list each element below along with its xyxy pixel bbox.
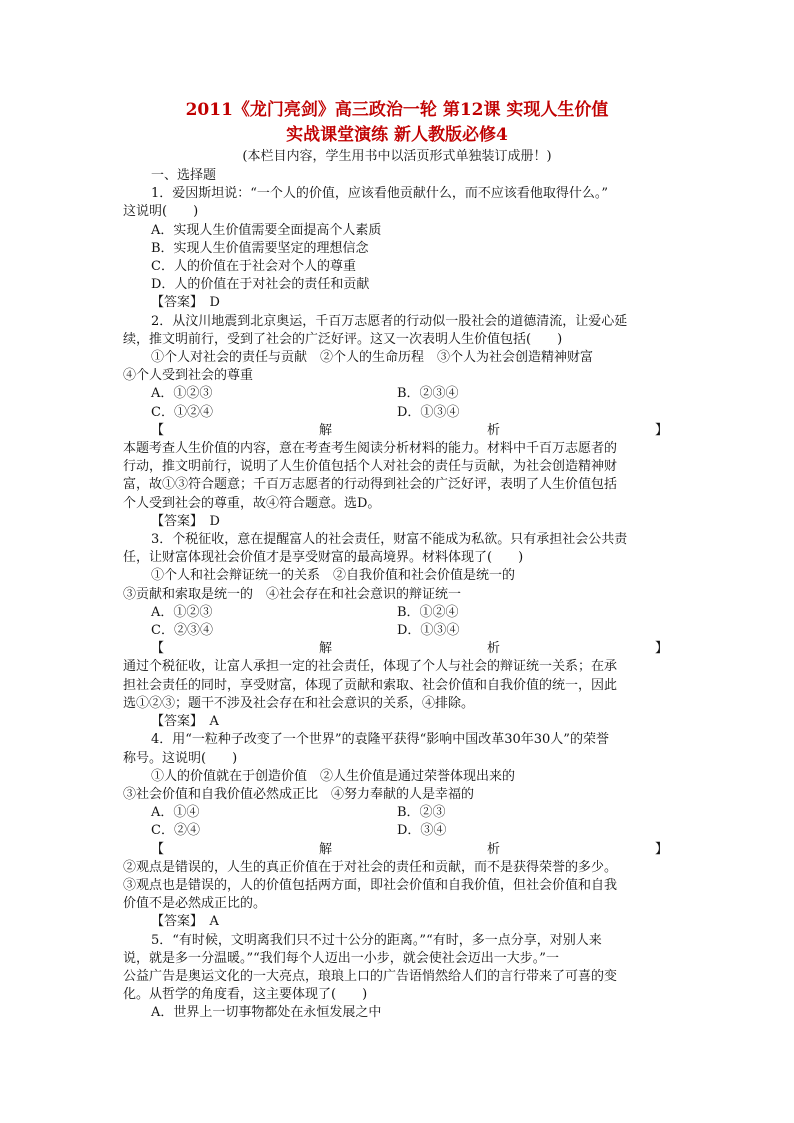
q4-options-row1 [123,804,668,822]
q1-stem-line2: 这说明( ) [123,204,199,220]
q1-stem-line1: 1．爱因斯坦说：“一个人的价值，应该看他贡献什么，而不应该看他取得什么。” [151,186,609,202]
q2-items-line1: ①个人对社会的责任与贡献 ②个人的生命历程 ③个人为社会创造精神财富 [151,350,594,366]
q2-option-b: B．②③④ [397,386,459,402]
analysis-char-2: 析 [486,641,500,657]
q3-option-b: B．①②④ [397,604,459,620]
q2-analysis-line1: 本题考查人生价值的内容，意在考查考生阅读分析材料的能力。材料中千百万志愿者的 [123,441,618,457]
q4-option-c: C．②④ [151,823,200,839]
q2-analysis-line2: 行动，推文明前行，说明了人生价值包括个人对社会的责任与贡献，为社会创造精神财 [123,459,618,475]
q5-stem-line2: 说，就是多一分温暖。”“我们每个人迈出一小步，就会使社会迈出一大步。”一 [123,950,559,966]
q4-stem-line1: 4．用“一粒种子改变了一个世界”的袁隆平获得“影响中国改革30年30人”的荣誉 [151,732,609,748]
analysis-char-1: 解 [318,641,332,657]
q3-items-line1: ①个人和社会辩证统一的关系 ②自我价值和社会价值是统一的 [151,568,516,584]
q4-stem-line2: 称号。这说明( ) [123,750,238,766]
document-body [123,167,668,1023]
q4-analysis-line1: ②观点是错误的，人生的真正价值在于对社会的责任和贡献，而不是获得荣誉的多少。 [123,859,618,875]
analysis-bracket-left: 【 [151,641,165,657]
q4-items-line2: ③社会价值和自我价值必然成正比 ④努力奉献的人是幸福的 [123,786,475,802]
q1-option-b: B．实现人生价值需要坚定的理想信念 [151,240,369,256]
analysis-bracket-right: 】 [654,422,668,438]
analysis-char-2: 析 [486,422,500,438]
q5-option-a: A．世界上一切事物都处在永恒发展之中 [151,1005,382,1021]
analysis-bracket-right: 】 [654,641,668,657]
q3-analysis-heading [123,640,668,658]
q2-analysis-line3: 富，故①③符合题意；千百万志愿者的行动得到社会的广泛好评，表明了人生价值包括 [123,477,618,493]
q5-stem-line4: 化。从哲学的角度看，这主要体现了( ) [123,987,368,1003]
q2-analysis-line4: 个人受到社会的尊重，故④符合题意。选D。 [123,495,381,511]
q1-option-c: C．人的价值在于社会对个人的尊重 [151,259,356,275]
analysis-char-1: 解 [318,841,332,857]
q3-option-a: A．①②③ [151,604,213,620]
analysis-bracket-right: 】 [654,841,668,857]
q2-analysis-heading [123,422,668,440]
q5-stem-line3: 公益广告是奥运文化的一大亮点，琅琅上口的广告语悄然给人们的言行带来了可喜的变 [123,968,618,984]
q4-analysis-heading [123,841,668,859]
q4-analysis-line2: ③观点也是错误的，人的价值包括两方面，即社会价值和自我价值，但社会价值和自我 [123,877,618,893]
booklet-note: (本栏目内容，学生用书中以活页形式单独装订成册！) [242,149,552,164]
q4-options-row2 [123,822,668,840]
q2-answer: 【答案】 D [151,513,220,529]
title-line-1: 2011《龙门亮剑》高三政治一轮 第12课 实现人生价值 [185,100,609,120]
q3-stem-line1: 3．个税征收，意在提醒富人的社会责任，财富不能成为私欲。只有承担社会公共责 [151,532,628,548]
q3-options-row1 [123,604,668,622]
q4-option-a: A．①④ [151,805,200,821]
q2-options-row1 [123,385,668,403]
q2-items-line2: ④个人受到社会的尊重 [123,368,254,384]
q3-options-row2 [123,622,668,640]
q1-option-d: D．人的价值在于对社会的责任和贡献 [151,277,370,293]
q2-stem-line2: 续，推文明前行，受到了社会的广泛好评。这又一次表明人生价值包括( ) [123,331,563,347]
q3-stem-line2: 任，让财富体现社会价值才是享受财富的最高境界。材料体现了( ) [123,550,524,566]
analysis-bracket-left: 【 [151,841,165,857]
q4-option-d: D．③④ [397,823,447,839]
q1-option-a: A．实现人生价值需要全面提高个人素质 [151,222,382,238]
q3-analysis-line1: 通过个税征收，让富人承担一定的社会责任，体现了个人与社会的辩证统一关系；在承 [123,659,618,675]
analysis-bracket-left: 【 [151,422,165,438]
q3-analysis-line3: 选①②③；题干不涉及社会存在和社会意识的关系，④排除。 [123,695,475,711]
q2-options-row2 [123,404,668,422]
q4-answer: 【答案】 A [151,914,219,930]
q4-items-line1: ①人的价值就在于创造价值 ②人生价值是通过荣誉体现出来的 [151,768,516,784]
q3-analysis-line2: 担社会责任的同时，享受财富，体现了贡献和索取、社会价值和自我价值的统一，因此 [123,677,618,693]
q2-stem-line1: 2．从汶川地震到北京奥运，千百万志愿者的行动似一股社会的道德清流，让爱心延 [151,313,628,329]
title-line-2: 实战课堂演练 新人教版必修4 [286,125,508,145]
q2-option-a: A．①②③ [151,386,213,402]
q1-answer: 【答案】 D [151,295,220,311]
q4-option-b: B．②③ [397,805,446,821]
section-heading: 一、选择题 [151,168,217,183]
q2-option-d: D．①③④ [397,404,460,420]
q5-stem-line1: 5．“有时候，文明离我们只不过十公分的距离。”“有时，多一点分享，对别人来 [151,932,602,948]
q3-option-d: D．①③④ [397,623,460,639]
q3-option-c: C．②③④ [151,623,213,639]
q3-answer: 【答案】 A [151,714,219,730]
analysis-char-1: 解 [318,422,332,438]
analysis-char-2: 析 [486,841,500,857]
q4-analysis-line3: 价值不是必然成正比的。 [123,896,267,912]
q2-option-c: C．①②④ [151,404,213,420]
q3-items-line2: ③贡献和索取是统一的 ④社会存在和社会意识的辩证统一 [123,586,462,602]
